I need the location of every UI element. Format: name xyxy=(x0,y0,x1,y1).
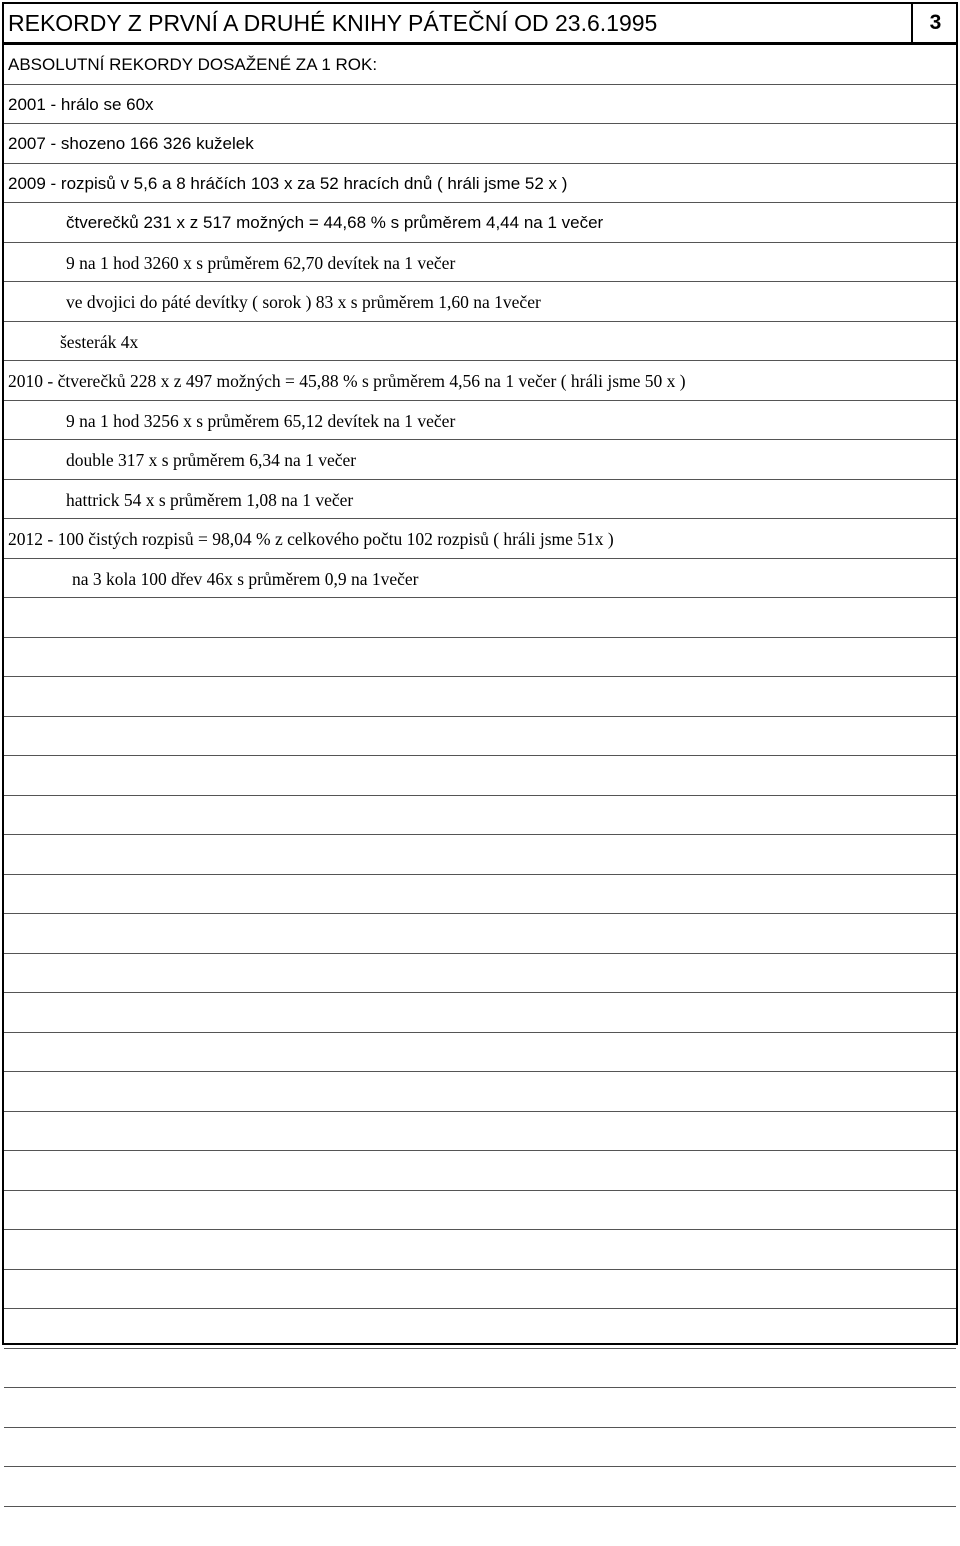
empty-ruled-line xyxy=(4,1467,956,1507)
empty-ruled-line xyxy=(4,1033,956,1073)
record-line-text: 2012 - 100 čistých rozpisů = 98,04 % z celkového počtu 102 rozpisů ( hráli jsme 51x ) xyxy=(8,519,614,559)
empty-ruled-line xyxy=(4,1270,956,1310)
empty-ruled-line xyxy=(4,1428,956,1468)
record-line xyxy=(4,322,956,362)
record-rows xyxy=(4,45,956,1546)
empty-ruled-line xyxy=(4,1191,956,1231)
empty-ruled-line xyxy=(4,598,956,638)
empty-ruled-line xyxy=(4,796,956,836)
record-line xyxy=(4,401,956,441)
empty-ruled-line xyxy=(4,717,956,757)
record-line xyxy=(4,124,956,164)
record-line-text: double 317 x s průměrem 6,34 na 1 večer xyxy=(66,440,356,480)
page-number: 3 xyxy=(911,4,958,42)
empty-ruled-line xyxy=(4,875,956,915)
empty-ruled-line xyxy=(4,1151,956,1191)
record-line-text: ve dvojici do páté devítky ( sorok ) 83 x s průměrem 1,60 na 1večer xyxy=(66,282,541,322)
record-line-text: 2010 - čtverečků 228 x z 497 možných = 45,88 % s průměrem 4,56 na 1 večer ( hráli jsme 50 x ) xyxy=(8,361,686,401)
empty-ruled-line xyxy=(4,993,956,1033)
empty-ruled-line xyxy=(4,1112,956,1152)
sheet-header xyxy=(4,4,956,45)
record-sheet xyxy=(2,2,958,1345)
record-line-text: 2007 - shozeno 166 326 kuželek xyxy=(8,124,254,164)
empty-ruled-line xyxy=(4,1507,956,1546)
record-line-text: šesterák 4x xyxy=(60,322,138,362)
record-line-text: 9 na 1 hod 3260 x s průměrem 62,70 devítek na 1 večer xyxy=(66,243,455,283)
record-line xyxy=(4,282,956,322)
record-line-text: čtverečků 231 x z 517 možných = 44,68 % s průměrem 4,44 na 1 večer xyxy=(66,203,603,243)
page-title: REKORDY Z PRVNÍ A DRUHÉ KNIHY PÁTEČNÍ OD 23.6.1995 xyxy=(8,7,657,39)
empty-ruled-line xyxy=(4,1230,956,1270)
empty-ruled-line xyxy=(4,1309,956,1349)
record-line-text: 2001 - hrálo se 60x xyxy=(8,85,154,125)
record-line xyxy=(4,203,956,243)
record-line-text: ABSOLUTNÍ REKORDY DOSAŽENÉ ZA 1 ROK: xyxy=(8,45,377,85)
empty-ruled-line xyxy=(4,835,956,875)
empty-ruled-line xyxy=(4,914,956,954)
empty-ruled-line xyxy=(4,638,956,678)
record-line xyxy=(4,519,956,559)
record-line xyxy=(4,440,956,480)
record-line xyxy=(4,480,956,520)
record-line xyxy=(4,559,956,599)
empty-ruled-line xyxy=(4,1388,956,1428)
empty-ruled-line xyxy=(4,756,956,796)
record-line xyxy=(4,85,956,125)
record-line-text: 2009 - rozpisů v 5,6 a 8 hráčích 103 x za 52 hracích dnů ( hráli jsme 52 x ) xyxy=(8,164,567,204)
empty-ruled-line xyxy=(4,954,956,994)
record-line xyxy=(4,361,956,401)
record-line-text: hattrick 54 x s průměrem 1,08 na 1 večer xyxy=(66,480,353,520)
record-line xyxy=(4,45,956,85)
empty-ruled-line xyxy=(4,677,956,717)
record-line xyxy=(4,164,956,204)
record-line-text: 9 na 1 hod 3256 x s průměrem 65,12 devítek na 1 večer xyxy=(66,401,455,441)
empty-ruled-line xyxy=(4,1349,956,1389)
record-line-text: na 3 kola 100 dřev 46x s průměrem 0,9 na 1večer xyxy=(72,559,419,599)
empty-ruled-line xyxy=(4,1072,956,1112)
record-line xyxy=(4,243,956,283)
